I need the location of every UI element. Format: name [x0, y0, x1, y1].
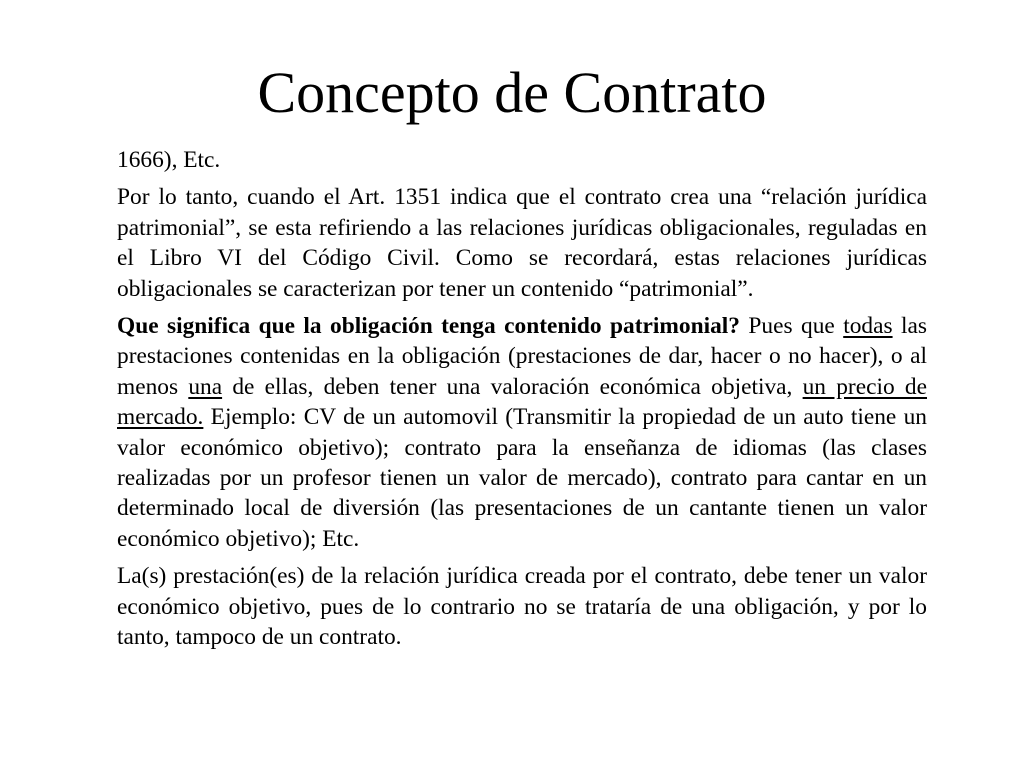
underlined-una: una	[188, 373, 223, 400]
slide-title: Concepto de Contrato	[257, 60, 767, 125]
question-heading: Que significa que la obligación tenga contenido patrimonial?	[117, 313, 740, 340]
paragraph-contenido-patrimonial	[117, 311, 927, 554]
paragraph-relacion-juridica: Por lo tanto, cuando el Art. 1351 indica que el contrato crea una “relación jurídica patrimonial”, se esta refiriendo a las relaciones jurídicas obligacionales, reguladas en el Libro VI del Código Civil. Como se recordará, estas relaciones jurídicas obligacionales se caracterizan por tener un contenido “patrimonial”.	[117, 184, 927, 302]
underlined-precio-de-mercado: un precio de mercado.	[117, 373, 927, 431]
slide-body	[117, 145, 927, 660]
text-segment: las prestaciones contenidas en la obligación (prestaciones de dar, hacer o no hacer), o al menos	[117, 313, 927, 400]
text-segment: de ellas, deben tener una valoración económica objetiva,	[222, 373, 803, 400]
paragraph-continuation: 1666), Etc.	[117, 147, 221, 173]
underlined-todas: todas	[843, 313, 893, 340]
paragraph-conclusion: La(s) prestación(es) de la relación jurídica creada por el contrato, debe tener un valor económico objetivo, pues de lo contrario no se trataría de una obligación, y por lo tanto, tampoco de un contrato.	[117, 563, 927, 651]
text-segment: Pues que	[739, 313, 844, 340]
text-segment: Ejemplo: CV de un automovil (Transmitir la propiedad de un auto tiene un valor económico objetivo); contrato para la enseñanza de idiomas (las clases realizadas por un profesor tienen un valor de mercado), contrato para cantar en un determinado local de diversión (las presentaciones de un cantante tienen un valor económico objetivo); Etc.	[117, 404, 927, 552]
